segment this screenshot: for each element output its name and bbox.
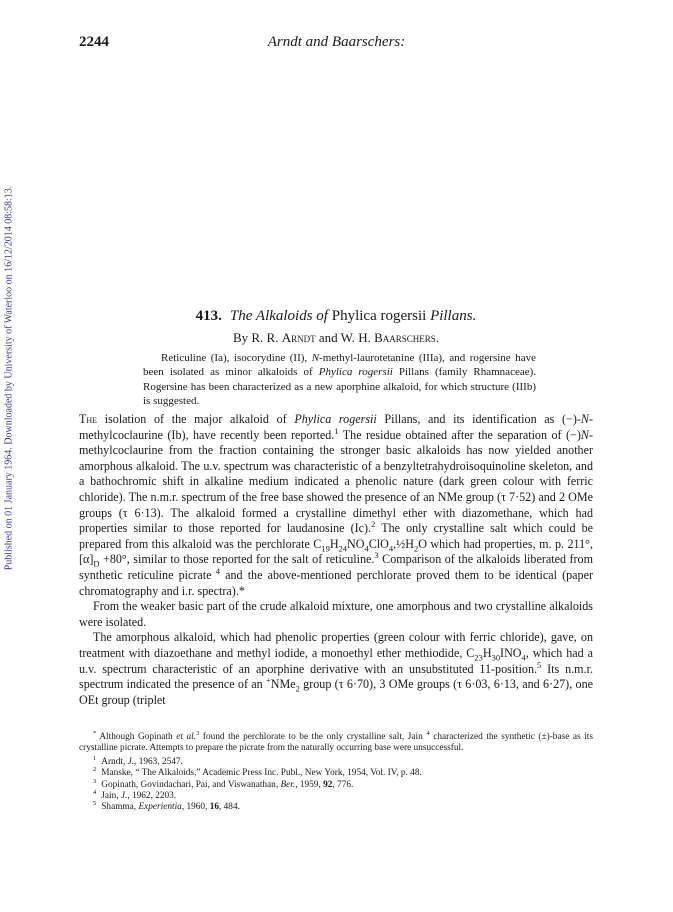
abstract-text: Reticuline (Ia), isocorydine (II), N-methyl-laurotetanine (IIIa), and rogersine have been isolated as minor alkaloids of Phylica rogersii Pillans (family Rhamnaceae). Rogersine has been characterized as a new aporphine alkaloid, for which structure (IIIb) is suggested. <box>143 352 537 407</box>
body-paragraph-2: From the weaker basic part of the crude alkaloid mixture, one amorphous and two crystalline alkaloids were isolated. <box>79 599 593 629</box>
article-number: 413. <box>195 308 222 324</box>
side-note-text: Published on 01 January 1964. Downloaded by University of Waterloo on 16/12/2014 08:58:13. <box>3 185 15 571</box>
article-title <box>79 308 593 325</box>
footnote-ref-3: $^3$ Gopinath, Govindachari, Pai, and Viswanathan, Ber., 1959, 92, 776. <box>93 777 354 790</box>
author-line: By R. R. Arndt and W. H. Baarschers. <box>232 330 440 345</box>
footnote-ref-4: $^4$ Jain, J., 1962, 2203. <box>93 788 177 802</box>
footnotes <box>79 729 594 814</box>
body-paragraph-1: The isolation of the major alkaloid of Phylica rogersii Pillans, and its identification as (−)-N-methylcoclaurine (Ib), have recently been reported.$^1$ The residue obtained after the separation of (−)N-methylcoclaurine from the fraction containing the stronger basic alkaloids has now yielded another amorphous alkaloid. The u.v. spectrum was characteristic of a benzyltetrahydroisoquinoline skeleton, and a bathochromic shift in alkaline medium indicated a phenolic nature (dark green colour with ferric chloride). The n.m.r. spectrum of the free base showed the presence of an NMe group (τ 7·52) and 2 OMe groups (τ 6·13). The alkaloid formed a crystalline dimethyl ether with diazomethane, which had properties similar to those reported for laudanosine (Ic).$^2$ The only crystalline salt which could be prepared from this alkaloid was the perchlorate $C_{19}H_{24}NO_4ClO_4,\frac{1}{2}H_2O$ which had properties, m. p. 211°, $[\alpha]_D +80^\circ$, similar to those reported for the salt of reticuline.$^3$ Comparison of the alkaloids liberated from synthetic reticuline picrate $^4$ and the above-mentioned perchlorate proved them to be identical (paper chromatography and i.r. spectra).* <box>79 412 594 598</box>
running-title: Arndt and Baarschers: <box>267 34 406 50</box>
page-number: 2244 <box>79 34 109 50</box>
abstract <box>143 351 536 408</box>
article-title-text: The Alkaloids of Phylica rogersii Pillans. <box>229 308 477 324</box>
footnote-star: * Although Gopinath et al.$^3$ found the perchlorate to be the only crystalline salt, Jain $^4$ characterized the synthetic (±)-base as its crystalline picrate. Attempts to prepare the picrate from the naturally occurring base were unsuccessful. <box>79 729 594 754</box>
footnote-ref-2: $^2$ Manske, “ The Alkaloids,” Academic Press Inc. Publ., New York, 1954, Vol. IV, p. 48. <box>93 766 422 779</box>
main-text <box>79 412 593 708</box>
footnote-ref-5: $^5$ Shamma, Experientia, 1960, 16, 484. <box>93 800 240 813</box>
side-download-note <box>2 118 16 638</box>
footnote-ref-1: $^1$ Arndt, J., 1963, 2547. <box>93 754 183 767</box>
body-paragraph-3: The amorphous alkaloid, which had phenolic properties (green colour with ferric chloride), gave, on treatment with diazoethane and methyl iodide, a monoethyl ether methiodide, $C_{23}H_{30}INO_4$, which had a u.v. spectrum characteristic of an aporphine derivative with an unsubstituted 11-position.$^5$ Its n.m.r. spectrum indicated the presence of an +NMe$_2$ group (τ 6·70), 3 OMe groups (τ 6·03, 6·13, and 6·27), one OEt group (triplet <box>79 630 594 707</box>
